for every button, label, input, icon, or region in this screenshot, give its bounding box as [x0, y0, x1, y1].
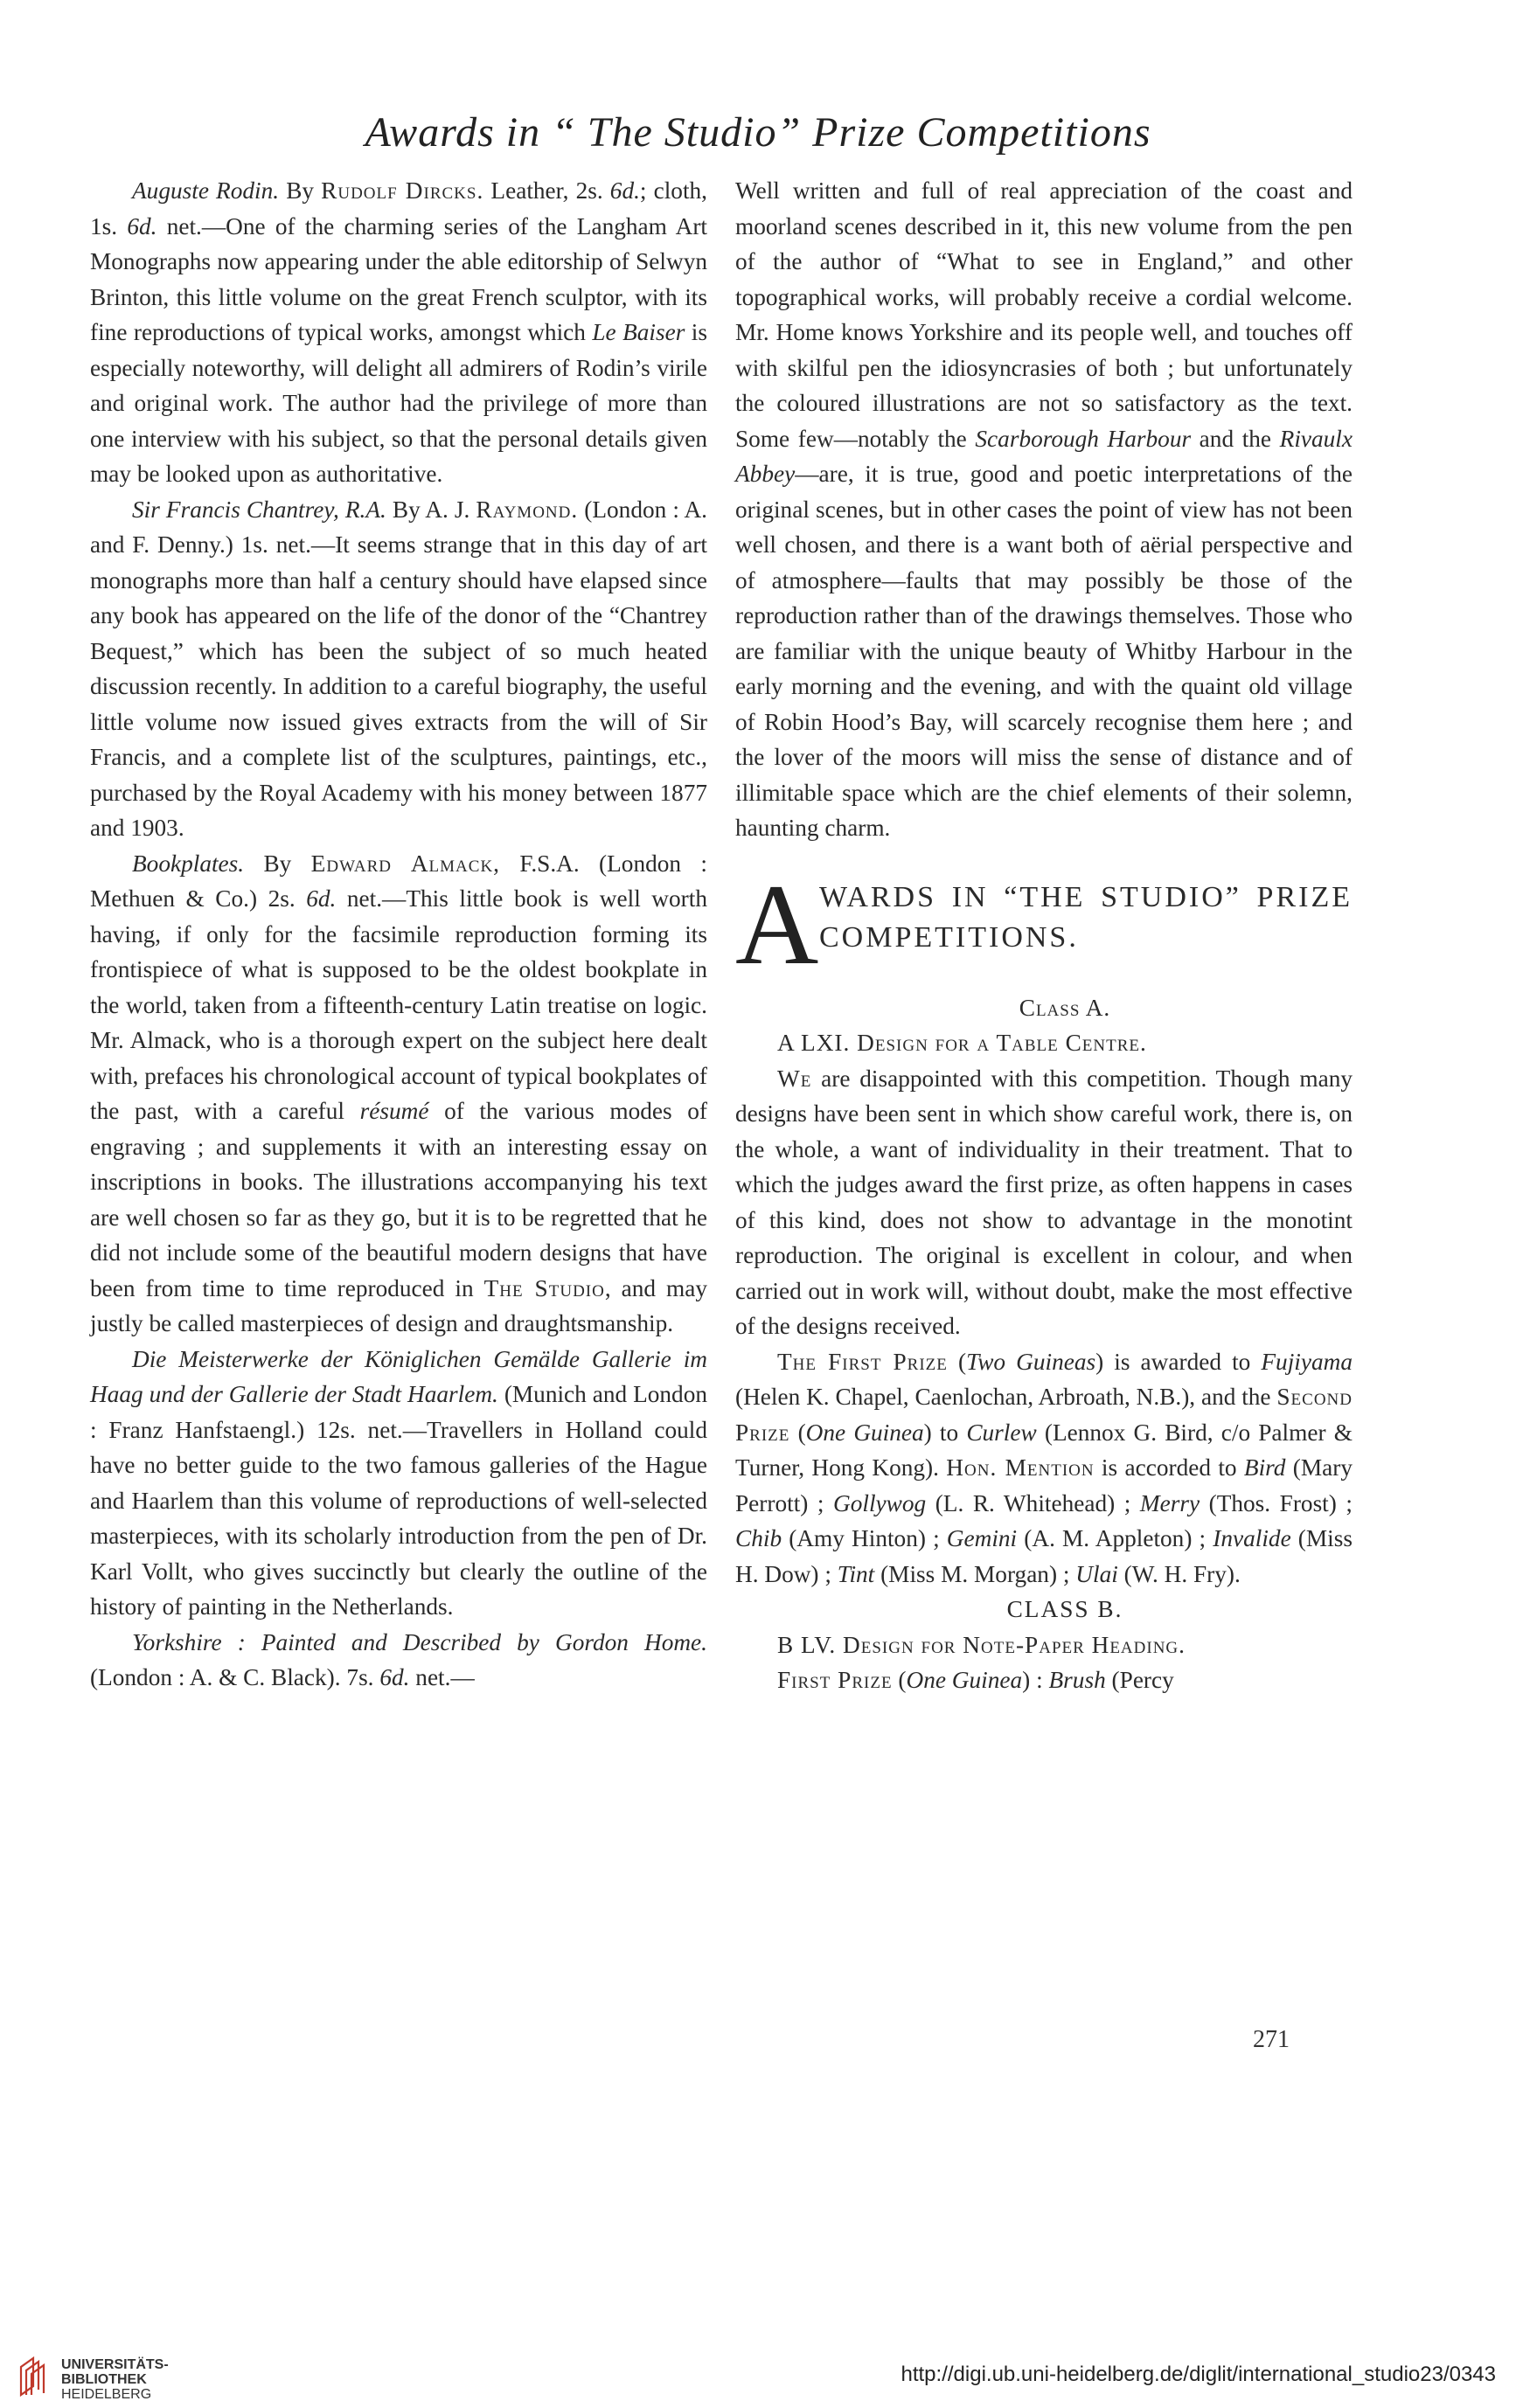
page-number: 271 [1253, 2026, 1290, 2053]
entry-name: Gemini [946, 1525, 1018, 1551]
text: (A. M. Appleton) ; [1017, 1525, 1213, 1551]
entry-name: Merry [1139, 1489, 1200, 1516]
review-text: and the [1191, 425, 1280, 452]
text: is accorded to [1094, 1454, 1244, 1481]
library-name [61, 2357, 169, 2402]
text: ) : [1022, 1667, 1049, 1693]
review-rodin [90, 173, 707, 492]
left-column [90, 173, 707, 1696]
price-text: 6d. [306, 885, 337, 912]
text: ) is awarded to [1095, 1348, 1262, 1375]
prize-label: Second Prize [735, 1384, 1353, 1446]
prize-amount: Two Guineas [966, 1348, 1096, 1375]
entry-name: Invalide [1213, 1525, 1291, 1551]
library-name-line: HEIDELBERG [61, 2387, 152, 2402]
book-title: Bookplates. [132, 850, 245, 877]
library-logo-icon [17, 2355, 51, 2397]
review-text: , and may justly be called masterpieces of design and draughtsmanship. [90, 1274, 708, 1336]
review-by: By [244, 850, 311, 877]
text: (Miss H. Dow) ; [735, 1525, 1353, 1587]
review-text: Well written and full of real appreciation of the coast and moorland scenes described in it, this new volume from the pen of the author of “What to see in England,” and other topographical works, will probably receive a cordial welcome. Mr. Home knows Yorkshire and its people well, and touches off with skilful pen the idiosyncrasies of both ; but unfortunately the coloured illustrations are not so satisfactory as the text. Some few—notably the [735, 177, 1353, 452]
book-title: Yorkshire : Painted and Described by Gordon Home. [132, 1628, 707, 1655]
text: ( [947, 1348, 967, 1375]
review-text: of the various modes of engraving ; and supplements it with an interesting essay on inscriptions in books. The illustrations accompanying his text are well chosen so far as they go, but it is to be regretted that he did not include some of the beautiful modern designs that have been from time to time reproduced in [90, 1098, 707, 1301]
text: ( [892, 1667, 907, 1693]
competition-a-title: A LXI. Design for a Table Centre. [777, 1030, 1147, 1056]
competition-b-title: B LV. Design for Note-Paper Heading. [777, 1631, 1186, 1658]
prize-amount: One Guinea [906, 1667, 1023, 1693]
entry-name: Gollywog [833, 1489, 927, 1516]
review-text: net.—One of the charming series of the Langham Art Monographs now appearing under the able editorship of Selwyn Brinton, this little volume on the great French sculptor, with its fine reproductions of typical works, amongst which [90, 212, 707, 345]
review-text: (Munich and London : Franz Hanfstaengl.) 12s. net.—Travellers in Holland could have no better guide to the two famous galleries of the Hague and Haarlem than this volume of reproductions of well-selected masterpieces, with its scholarly introduction from the pen of Dr. Karl Vollt, who gives succinctly but clearly the outline of the history of painting in the Netherlands. [90, 1381, 708, 1620]
text: (Amy Hinton) ; [782, 1525, 947, 1551]
entry-name: Chib [735, 1525, 782, 1551]
review-by: By [286, 177, 315, 204]
entry-name: Tint [837, 1560, 875, 1587]
prize-label: Hon. Mention [946, 1454, 1095, 1481]
review-yorkshire [90, 1625, 707, 1696]
page-title: Awards in “ The Studio” Prize Competitions [365, 109, 1151, 156]
prize-amount: One Guinea [805, 1419, 924, 1446]
price-text: 6d. [127, 212, 157, 239]
text: (Lennox G. Bird, c/o Palmer & Turner, Hong Kong). [735, 1419, 1353, 1481]
italic-term: résumé [359, 1098, 429, 1124]
author-name: Rudolf Dircks. [321, 177, 484, 204]
artwork-title: Scarborough Harbour [975, 425, 1192, 452]
drop-cap: A [735, 859, 819, 989]
price-text: 6d. [609, 177, 640, 204]
review-text: —are, it is true, good and poetic interpretations of the original scenes, but in other cases the point of view has not been well chosen, and there is a want both of aërial perspective and of atmosphere—faults that may possibly be those of the reproduction rather than of the drawings themselves. Those who are familiar with the unique beauty of Whitby Harbour in the early morning and the evening, and with the quaint old village of Robin Hood’s Bay, will scarcely recognise them here ; and the lover of the moors will miss the sense of distance and of illimitable space which are the chief elements of their solemn, haunting charm. [735, 461, 1353, 841]
section-title: WARDS IN “THE STUDIO” PRIZE COMPETITIONS. [819, 880, 1353, 954]
text: (Percy [1105, 1667, 1174, 1693]
magazine-name: The Studio [483, 1274, 605, 1301]
review-by: By A. J. [386, 496, 476, 523]
competition-a-report [735, 1061, 1353, 1344]
entry-name: Fujiyama [1261, 1348, 1353, 1375]
library-name-line: UNIVERSITÄTS- [61, 2357, 169, 2372]
entry-name: Ulai [1075, 1560, 1118, 1587]
entry-name: Brush [1048, 1667, 1106, 1693]
price-text: 6d. [379, 1664, 410, 1690]
book-title: Sir Francis Chantrey, R.A. [132, 496, 386, 523]
library-name-line: BIBLIOTHEK [61, 2372, 147, 2387]
review-text: (London : A. & C. Black). 7s. [90, 1664, 380, 1690]
class-a-heading: Class A. [1019, 994, 1111, 1021]
entry-name: Curlew [966, 1419, 1037, 1446]
competition-a-winners [735, 1344, 1353, 1593]
review-bookplates [90, 846, 707, 1342]
review-text: net.— [409, 1664, 475, 1690]
prize-label: First Prize [777, 1667, 893, 1693]
artwork-title: Le Baiser [592, 319, 685, 345]
source-url-link[interactable]: http://digi.ub.uni-heidelberg.de/diglit/international_studio23/0343 [901, 2363, 1496, 2386]
book-title: Auguste Rodin. [132, 177, 280, 204]
right-column [735, 173, 1353, 1698]
competition-b-winners [735, 1662, 1353, 1698]
review-text: F.S.A. (London : Methuen & Co.) 2s. [90, 850, 707, 912]
review-text: (London : A. and F. Denny.) 1s. net.—It seems strange that in this day of art monographs more than half a century should have elapsed since any book has appeared on the life of the donor of the “Chantrey Bequest,” which has been the subject of so much heated discussion recently. In addition to a careful biography, the useful little volume now issued gives extracts from the will of Sir Francis, and a complete list of the sculptures, paintings, etc., purchased by the Royal Academy with his money between 1877 and 1903. [90, 496, 707, 841]
review-text: ; cloth, 1s. [90, 177, 708, 239]
book-title: Die Meisterwerke der Königlichen Gemälde Gallerie im Haag und der Gallerie der Stadt Haarlem. [90, 1345, 707, 1407]
text: (Helen K. Chapel, Caenlochan, Arbroath, N.B.), and the [735, 1384, 1277, 1410]
review-chantrey [90, 492, 707, 846]
text: (L. R. Whitehead) ; [926, 1489, 1140, 1516]
text: (Miss M. Morgan) ; [874, 1560, 1076, 1587]
author-name: Edward Almack, [310, 850, 500, 877]
awards-section-heading [735, 859, 1353, 990]
text: ( [789, 1419, 806, 1446]
review-meisterwerke [90, 1342, 707, 1625]
review-text: Leather, 2s. [490, 177, 610, 204]
review-yorkshire-continued [735, 173, 1353, 846]
lead-word: We [777, 1065, 812, 1092]
report-text: are disappointed with this competition. Though many designs have been sent in which show careful work, there is, on the whole, a want of individuality in their treatment. That to which the judges award the first prize, as often happens in cases of this kind, does not show to advantage in the monotint reproduction. The original is excellent in colour, and when carried out in work will, without doubt, make the most effective of the designs received. [735, 1065, 1353, 1339]
text: ) to [923, 1419, 967, 1446]
text: (W. H. Fry). [1117, 1560, 1241, 1587]
artwork-title: Rivaulx Abbey [735, 425, 1353, 487]
review-text: is especially noteworthy, will delight all admirers of Rodin’s virile and original work. The author had the privilege of more than one interview with his subject, so that the personal details given may be looked upon as authoritative. [90, 319, 708, 487]
entry-name: Bird [1243, 1454, 1286, 1481]
author-name: Raymond. [476, 496, 579, 523]
text: (Mary Perrott) ; [735, 1454, 1353, 1516]
prize-label: The First Prize [777, 1348, 948, 1375]
class-b-heading: CLASS B. [1006, 1596, 1123, 1622]
review-text: net.—This little book is well worth having, if only for the facsimile reproduction forming its frontispiece of what is supposed to be the oldest bookplate in the world, taken from a fifteenth-century Latin treatise on logic. Mr. Almack, who is a thorough expert on the subject here dealt with, prefaces his chronological account of typical bookplates of the past, with a careful [90, 885, 707, 1124]
text: (Thos. Frost) ; [1200, 1489, 1353, 1516]
